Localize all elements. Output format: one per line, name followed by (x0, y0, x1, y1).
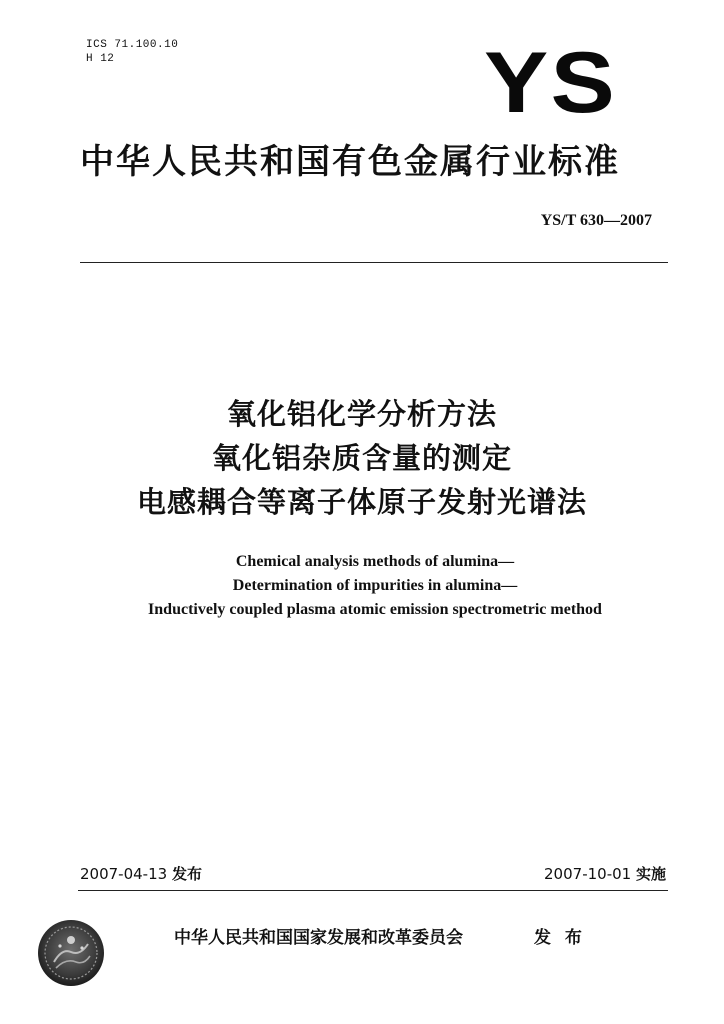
implement-date (544, 864, 666, 884)
top-divider (80, 262, 668, 263)
english-title-line-3: Inductively coupled plasma atomic emission spectrometric method (148, 601, 602, 618)
release-date (80, 864, 202, 884)
seal-emblem-icon (36, 918, 106, 988)
chinese-title-line-1: 氧化铝化学分析方法 (226, 397, 497, 431)
ys-logo: YS (484, 35, 617, 131)
english-title-line-2: Determination of impurities in alumina— (232, 577, 518, 594)
issuing-authority: 中华人民共和国国家发展和改革委员会 (174, 928, 463, 948)
english-title-line-1: Chemical analysis methods of alumina— (235, 553, 515, 570)
chinese-title-line-3: 电感耦合等离子体原子发射光谱法 (136, 485, 587, 519)
release-date-label: 发布 (171, 865, 202, 883)
standard-name: 中华人民共和国有色金属行业标准 (80, 142, 620, 182)
issue-label: 发 布 (534, 928, 586, 948)
release-date-value: 2007-04-13 (80, 865, 168, 883)
english-title (0, 550, 724, 622)
bottom-divider (78, 890, 668, 891)
chinese-title (0, 392, 724, 524)
class-code: H 12 (86, 53, 115, 65)
ics-code: ICS 71.100.10 (86, 39, 179, 51)
implement-date-label: 实施 (635, 865, 666, 883)
implement-date-value: 2007-10-01 (544, 865, 632, 883)
chinese-title-line-2: 氧化铝杂质含量的测定 (211, 441, 512, 475)
classification-codes (86, 38, 178, 66)
standard-number: YS/T 630—2007 (540, 212, 652, 229)
